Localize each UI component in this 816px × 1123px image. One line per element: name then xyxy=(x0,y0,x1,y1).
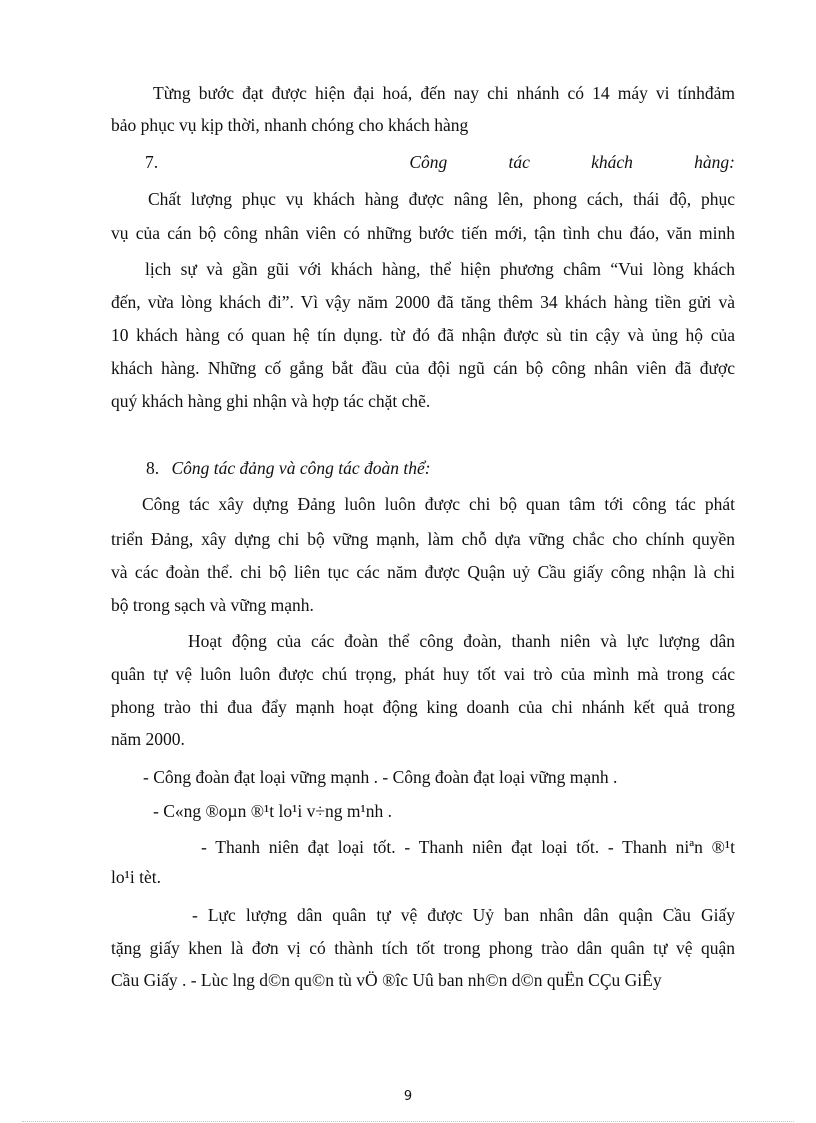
heading-number: 7. xyxy=(145,152,159,172)
list-item: - Công đoàn đạt loại vững mạnh . - Công đoàn đạt loại vững mạnh . xyxy=(143,767,618,787)
heading-word: khách xyxy=(591,152,633,172)
heading-title: Công tác đảng và công tác đoàn thể: xyxy=(171,458,431,478)
page-bottom-divider xyxy=(22,1121,794,1122)
paragraph-line: vụ của cán bộ công nhân viên có những bước tiến mới, tận tình chu đáo, văn minh xyxy=(111,223,735,243)
paragraph-line: năm 2000. xyxy=(111,729,185,749)
paragraph-line: phong trào thi đua đẩy mạnh hoạt động king doanh của chi nhánh kết quả trong xyxy=(111,697,735,717)
paragraph-line: Hoạt động của các đoàn thể công đoàn, thanh niên và lực lượng dân xyxy=(188,631,735,651)
heading-word: Công xyxy=(409,152,448,172)
heading-number: 8. xyxy=(146,458,160,478)
paragraph-line: đến, vừa lòng khách đi”. Vì vậy năm 2000 đã tăng thêm 34 khách hàng tiền gửi và xyxy=(111,292,735,312)
paragraph-line: và các đoàn thể. chi bộ liên tục các năm được Quận uỷ Cầu giấy công nhận là chi xyxy=(111,562,735,582)
list-item: Cầu Giấy . - Lùc lng d©n qu©n tù vÖ ®îc Uû ban nh©n d©n quËn CÇu GiÊy xyxy=(111,970,662,990)
page-number: 9 xyxy=(403,1089,413,1104)
paragraph-line: lịch sự và gần gũi với khách hàng, thể hiện phương châm “Vui lòng khách xyxy=(145,259,735,279)
list-item: tặng giấy khen là đơn vị có thành tích tốt trong phong trào dân quân tự vệ quận xyxy=(111,938,735,958)
paragraph-line: khách hàng. Những cố gắng bắt đầu của đội ngũ cán bộ công nhân viên đã được xyxy=(111,358,735,378)
paragraph-line: quân tự vệ luôn luôn được chú trọng, phát huy tốt vai trò của mình mà trong các xyxy=(111,664,735,684)
paragraph-line: Từng bước đạt được hiện đại hoá, đến nay chi nhánh có 14 máy vi tínhđảm xyxy=(153,83,735,103)
paragraph-line: bảo phục vụ kịp thời, nhanh chóng cho khách hàng xyxy=(111,115,469,135)
heading-word: tác xyxy=(508,152,530,172)
paragraph-line: triển Đảng, xây dựng chi bộ vững mạnh, làm chỗ dựa vững chắc cho chính quyền xyxy=(111,529,735,549)
list-item: lo¹i tèt. xyxy=(111,867,161,887)
paragraph-line: bộ trong sạch và vững mạnh. xyxy=(111,595,314,615)
paragraph-line: Công tác xây dựng Đảng luôn luôn được chi bộ quan tâm tới công tác phát xyxy=(142,494,735,514)
paragraph-line: quý khách hàng ghi nhận và hợp tác chặt chẽ. xyxy=(111,391,431,411)
heading-word: hàng: xyxy=(694,152,735,172)
list-item: - Thanh niên đạt loại tốt. - Thanh niên đạt loại tốt. - Thanh niªn ®¹t xyxy=(201,837,735,857)
paragraph-line: 10 khách hàng có quan hệ tín dụng. từ đó đã nhận được sù tin cậy và ủng hộ của xyxy=(111,325,735,345)
list-item: - Lực lượng dân quân tự vệ được Uỷ ban nhân dân quận Cầu Giấy xyxy=(192,905,735,925)
section-heading-7 xyxy=(145,151,735,173)
list-item: - C«ng ®oµn ®¹t lo¹i v÷ng m¹nh . xyxy=(153,801,392,821)
paragraph-line: Chất lượng phục vụ khách hàng được nâng lên, phong cách, thái độ, phục xyxy=(148,189,735,209)
section-heading-8 xyxy=(146,457,735,479)
